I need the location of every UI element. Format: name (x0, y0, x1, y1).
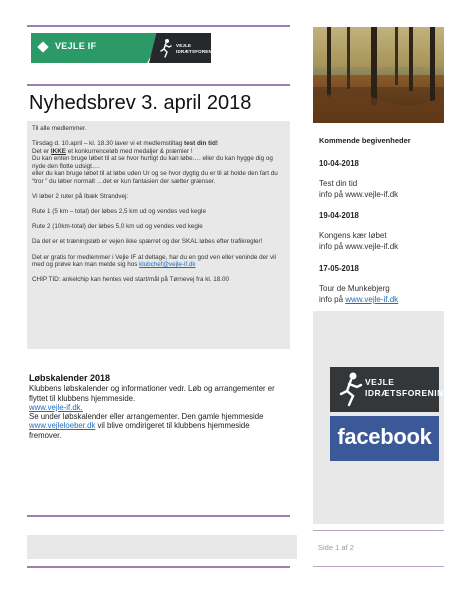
social-badges-panel (313, 311, 451, 524)
vejle-if-badge[interactable] (330, 367, 451, 412)
runner-logo-icon (338, 371, 364, 407)
vejle-badge-line1: VEJLE (365, 377, 395, 387)
facebook-logo-text: facebook (337, 424, 432, 449)
event-info-link[interactable]: www.vejle-if.dk (345, 190, 399, 199)
vejleloeber-link[interactable]: www.vejleloeber.dk (29, 421, 96, 431)
title-rule (27, 84, 290, 86)
page-number: Side 1 af 2 (318, 543, 354, 552)
events-heading: Kommende begivenheder (319, 136, 411, 145)
event-name: Test din tid (319, 179, 358, 188)
bottom-rule (27, 566, 290, 568)
event-info-link[interactable]: www.vejle-if.dk (345, 242, 399, 251)
forest-photo (313, 27, 444, 123)
event-info: info på www.vejle-if.dk (319, 190, 399, 199)
runner-logo-icon (159, 38, 173, 58)
footer-rule (27, 515, 290, 517)
test-din-tid-highlight: test din tid! (184, 140, 218, 148)
bottom-rule-right (313, 566, 444, 567)
announcement-paragraph: Tirsdag d. 10.april – kl. 18.30 laver vi et medlemstiltag test din tid! Det er IKKE et konkurrenceløb med medaljer & præmier ! Du kan enten bruge løbet til at se hvor hurtigt du kan løbe…. eller du kan hygge dig og nyde den flotte udsigt…. eller du kan bruge løbet til at løbe uden Ur og se hvor dygtig du er til at holde den fart du “tror ” du løber normalt …det er kun fantasien der sætter grænser. (32, 140, 278, 186)
lobskalender-section: Løbskalender 2018 Klubbens løbskalender og informationer vedr. Løb og arrangementer er flyttet til klubbens hjemmeside. www.vejle-if.dk. Se under løbskalender eller arrangementer. Den gamle hjemmeside www.vejleloeber.dk vil blive omdirigeret til klubbens hjemmeside fremover. (29, 374, 284, 440)
facebook-badge[interactable] (330, 416, 439, 461)
event-name: Tour de Munkebjerg (319, 284, 390, 293)
club-name: VEJLE IF (55, 41, 97, 51)
traffic-notice: Da det er et træningsløb er vejen ikke spærret og der SKAL løbes efter trafikregler! (32, 238, 263, 246)
header-banner (31, 33, 221, 63)
event-date: 10-04-2018 (319, 159, 359, 168)
page-title: Nyhedsbrev 3. april 2018 (29, 92, 252, 114)
vejle-if-link[interactable]: www.vejle-if.dk. (29, 402, 83, 412)
footer-rule-right (313, 530, 444, 531)
event-info-link[interactable]: www.vejle-if.dk (345, 295, 399, 304)
chip-time-info: CHIP TID: ankelchip kan hentes ved start/mål på Tørnevej fra kl. 18.00 (32, 276, 230, 284)
footer-box (27, 535, 297, 559)
greeting: Til alle medlemmer. (32, 125, 87, 132)
route-2: Rute 2 (10km-total) der løbes 5,0 km ud og vendes ved kegle (32, 223, 203, 231)
events-sidebar (313, 123, 444, 311)
event-info: info på www.vejle-if.dk (319, 242, 399, 251)
klubchef-email-link[interactable]: klubchef@vejle-if.dk (139, 261, 196, 269)
top-rule (27, 25, 290, 27)
route-1: Rute 1 (5 km – total) der løbes 2,5 km ud og vendes ved kegle (32, 208, 206, 216)
newsletter-body (27, 121, 290, 349)
vejle-badge-line2: IDRÆTSFORENING (365, 388, 451, 398)
event-date: 17-05-2018 (319, 264, 359, 273)
logo-text-idraetsforening: IDRÆTSFORENING (176, 49, 221, 54)
logo-text-vejle: VEJLE (176, 43, 192, 48)
footer-page-area (313, 535, 444, 559)
event-info: info på www.vejle-if.dk (319, 295, 399, 304)
routes-intro: Vi løber 2 ruter på Ibæk Strandvej: (32, 193, 129, 201)
lobskalender-heading: Løbskalender 2018 (29, 373, 111, 383)
ikke-highlight: IKKE (50, 147, 66, 155)
participation-info: Det er gratis for medlemmer i Vejle IF at deltage, har du en god ven eller veninde der vil med og prøve kan man melde sig hos klubchef@vejle-if.dk (32, 253, 276, 269)
event-date: 19-04-2018 (319, 211, 359, 220)
event-name: Kongens kær løbet (319, 231, 387, 240)
